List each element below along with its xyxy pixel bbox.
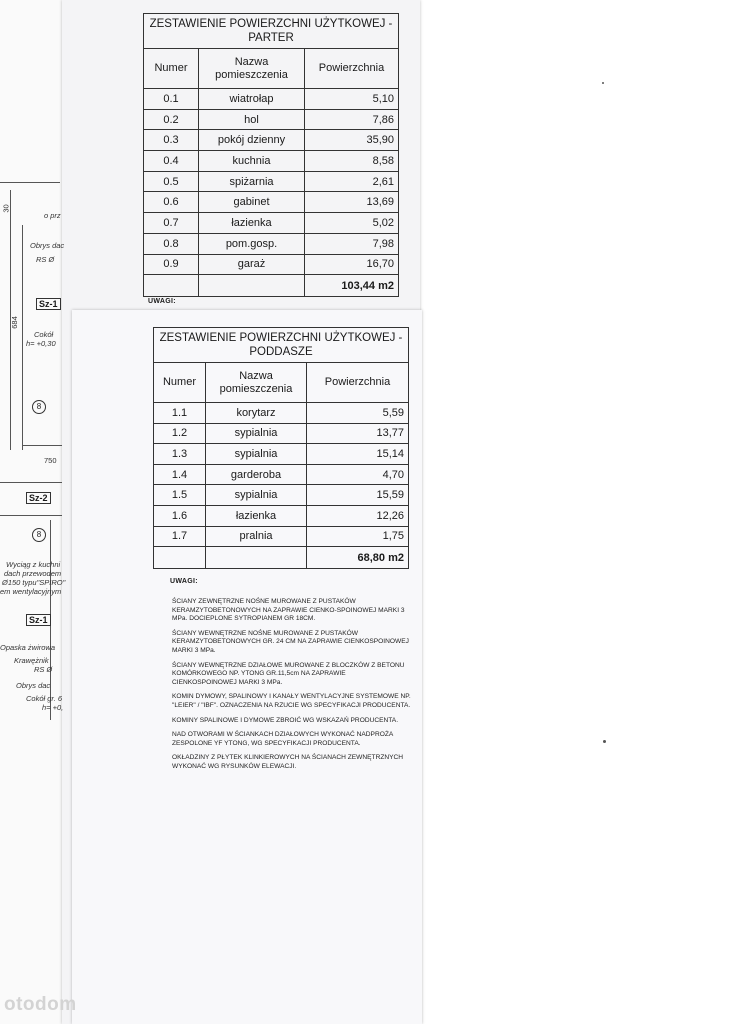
room-name: łazienka [199, 213, 305, 234]
room-name: gabinet [199, 192, 305, 213]
room-number: 0.6 [144, 192, 199, 213]
note-paragraph: ŚCIANY WEWNĘTRZNE DZIAŁOWE MUROWANE Z BLOCZKÓW Z BETONU KOMÓRKOWEGO NP. YTONG GR.11,5cm NA ZAPRAWIE CIENKOSPOINOWEJ MARKI 3 MPa. [172, 661, 405, 686]
drawing-label: Obrys dac [16, 681, 51, 690]
room-number: 1.4 [154, 464, 206, 485]
column-header-area: Powierzchnia [305, 49, 399, 89]
room-area: 8,58 [305, 151, 399, 172]
room-number: 1.5 [154, 485, 206, 506]
drawing-label: Krawężnik [14, 656, 49, 665]
column-header-name: Nazwa pomieszczenia [206, 363, 307, 403]
room-area: 7,98 [305, 233, 399, 254]
table-row [144, 254, 399, 275]
room-area: 12,26 [307, 505, 409, 526]
room-name: sypialnia [206, 423, 307, 444]
room-name: garderoba [206, 464, 307, 485]
construction-notes [172, 598, 412, 778]
table-row [144, 109, 399, 130]
room-area: 15,59 [307, 485, 409, 506]
parter-area-table [143, 13, 399, 297]
parter-rows [144, 89, 399, 275]
table-row [144, 89, 399, 110]
room-number: 1.2 [154, 423, 206, 444]
room-name: korytarz [206, 403, 307, 424]
drawing-label: dach przewodem [4, 569, 62, 578]
scan-speck [603, 740, 606, 743]
drawing-label: Opaska żwirowa [0, 643, 56, 652]
room-number: 0.9 [144, 254, 199, 275]
room-area: 5,59 [307, 403, 409, 424]
note-paragraph: ŚCIANY WEWNĘTRZNE NOŚNE MUROWANE Z PUSTAKÓW KERAMZYTOBETONOWYCH GR. 24 CM NA ZAPRAWIE CIENKOSPOINOWEJ MARKI 3 MPa. [172, 629, 409, 654]
table-row [144, 171, 399, 192]
drawing-label: Cokół [34, 330, 54, 339]
room-number: 0.8 [144, 233, 199, 254]
table-row [144, 192, 399, 213]
poddasze-total: 68,80 m2 [307, 547, 409, 569]
column-header-number: Numer [154, 363, 206, 403]
room-area: 7,86 [305, 109, 399, 130]
room-number: 0.5 [144, 171, 199, 192]
drawing-label: RS Ø [36, 255, 55, 264]
room-name: kuchnia [199, 151, 305, 172]
room-name: sypialnia [206, 485, 307, 506]
room-area: 13,77 [307, 423, 409, 444]
room-name: pom.gosp. [199, 233, 305, 254]
drawing-sheet-fragment [0, 0, 68, 1024]
room-number: 1.3 [154, 444, 206, 465]
drawing-dimension: 750 [44, 456, 57, 465]
room-number: 0.4 [144, 151, 199, 172]
room-name: pokój dzienny [199, 130, 305, 151]
room-area: 35,90 [305, 130, 399, 151]
drawing-label: h= +0,30 [26, 339, 56, 348]
note-paragraph: ŚCIANY ZEWNĘTRZNE NOŚNE MUROWANE Z PUSTAKÓW KERAMZYTOBETONOWYCH NA ZAPRAWIE CIENKO-SPOINOWEJ MARKI 3 MPa. DOCIEPLONE SYTROPIANEM GR 18CM. [172, 598, 405, 623]
drawing-tag: Sz-1 [26, 614, 51, 626]
drawing-label: Ø150 typu"SPIRO" [2, 578, 66, 587]
table-row [154, 485, 409, 506]
room-number: 1.6 [154, 505, 206, 526]
drawing-label: RS Ø [34, 665, 53, 674]
table-row [144, 213, 399, 234]
room-area: 5,10 [305, 89, 399, 110]
drawing-circle-marker: 8 [32, 528, 46, 542]
drawing-dimension: 30 [1, 204, 11, 213]
room-number: 1.7 [154, 526, 206, 547]
room-area: 4,70 [307, 464, 409, 485]
room-area: 5,02 [305, 213, 399, 234]
poddasze-rows [154, 403, 409, 547]
parter-notes-label: UWAGI: [148, 298, 176, 305]
note-paragraph: OKŁADZINY Z PŁYTEK KLINKIEROWYCH NA ŚCIANACH ZEWNĘTRZNYCH WYKONAĆ WG RYSUNKÓW ELEWACJI. [172, 754, 404, 770]
table-row [154, 444, 409, 465]
table-row [144, 151, 399, 172]
note-paragraph: KOMIN DYMOWY, SPALINOWY I KANAŁY WENTYLACYJNE SYSTEMOWE NP. "LEIER" / "IBF". OZNACZENIA NA RZUCIE WG SPECYFIKACJI PRODUCENTA. [172, 693, 411, 709]
room-number: 0.3 [144, 130, 199, 151]
scan-speck [602, 82, 604, 84]
column-header-number: Numer [144, 49, 199, 89]
drawing-dimension: 684 [9, 316, 19, 329]
table-row [154, 423, 409, 444]
drawing-circle-marker: 8 [32, 400, 46, 414]
table-row [154, 526, 409, 547]
room-name: pralnia [206, 526, 307, 547]
watermark-logo: otodom [4, 994, 77, 1015]
table-row [154, 403, 409, 424]
room-name: hol [199, 109, 305, 130]
poddasze-area-table [153, 327, 409, 569]
table-row [144, 130, 399, 151]
table-title: ZESTAWIENIE POWIERZCHNI UŻYTKOWEJ - PODDASZE [154, 328, 409, 363]
note-paragraph: KOMINY SPALINOWE I DYMOWE ZBROIĆ WG WSKAZAŃ PRODUCENTA. [172, 716, 399, 724]
room-name: sypialnia [206, 444, 307, 465]
table-row [154, 505, 409, 526]
note-paragraph: NAD OTWORAMI W ŚCIANKACH DZIAŁOWYCH WYKONAĆ NADPROŻA ZESPOLONE YF YTONG, WG SPECYFIKACJI PRODUCENTA. [172, 731, 393, 747]
drawing-label: Cokół gr. 6 [26, 694, 62, 703]
drawing-label: Wyciąg z kuchni [6, 560, 61, 569]
room-name: spiżarnia [199, 171, 305, 192]
room-area: 13,69 [305, 192, 399, 213]
room-area: 1,75 [307, 526, 409, 547]
room-name: garaż [199, 254, 305, 275]
table-row [144, 233, 399, 254]
drawing-label: em wentylacyjnym [0, 587, 62, 596]
room-name: łazienka [206, 505, 307, 526]
room-name: wiatrołap [199, 89, 305, 110]
column-header-name: Nazwa pomieszczenia [199, 49, 305, 89]
room-area: 15,14 [307, 444, 409, 465]
drawing-label: o prz [44, 211, 61, 220]
drawing-label: Obrys dac [30, 241, 65, 250]
drawing-label: h= +0, [42, 703, 64, 712]
parter-total: 103,44 m2 [305, 275, 399, 297]
room-area: 16,70 [305, 254, 399, 275]
room-number: 0.2 [144, 109, 199, 130]
room-number: 0.7 [144, 213, 199, 234]
drawing-tag: Sz-2 [26, 492, 51, 504]
room-number: 0.1 [144, 89, 199, 110]
column-header-area: Powierzchnia [307, 363, 409, 403]
room-area: 2,61 [305, 171, 399, 192]
room-number: 1.1 [154, 403, 206, 424]
poddasze-notes-label: UWAGI: [170, 578, 198, 585]
table-title: ZESTAWIENIE POWIERZCHNI UŻYTKOWEJ - PARTER [144, 14, 399, 49]
drawing-tag: Sz-1 [36, 298, 61, 310]
table-row [154, 464, 409, 485]
